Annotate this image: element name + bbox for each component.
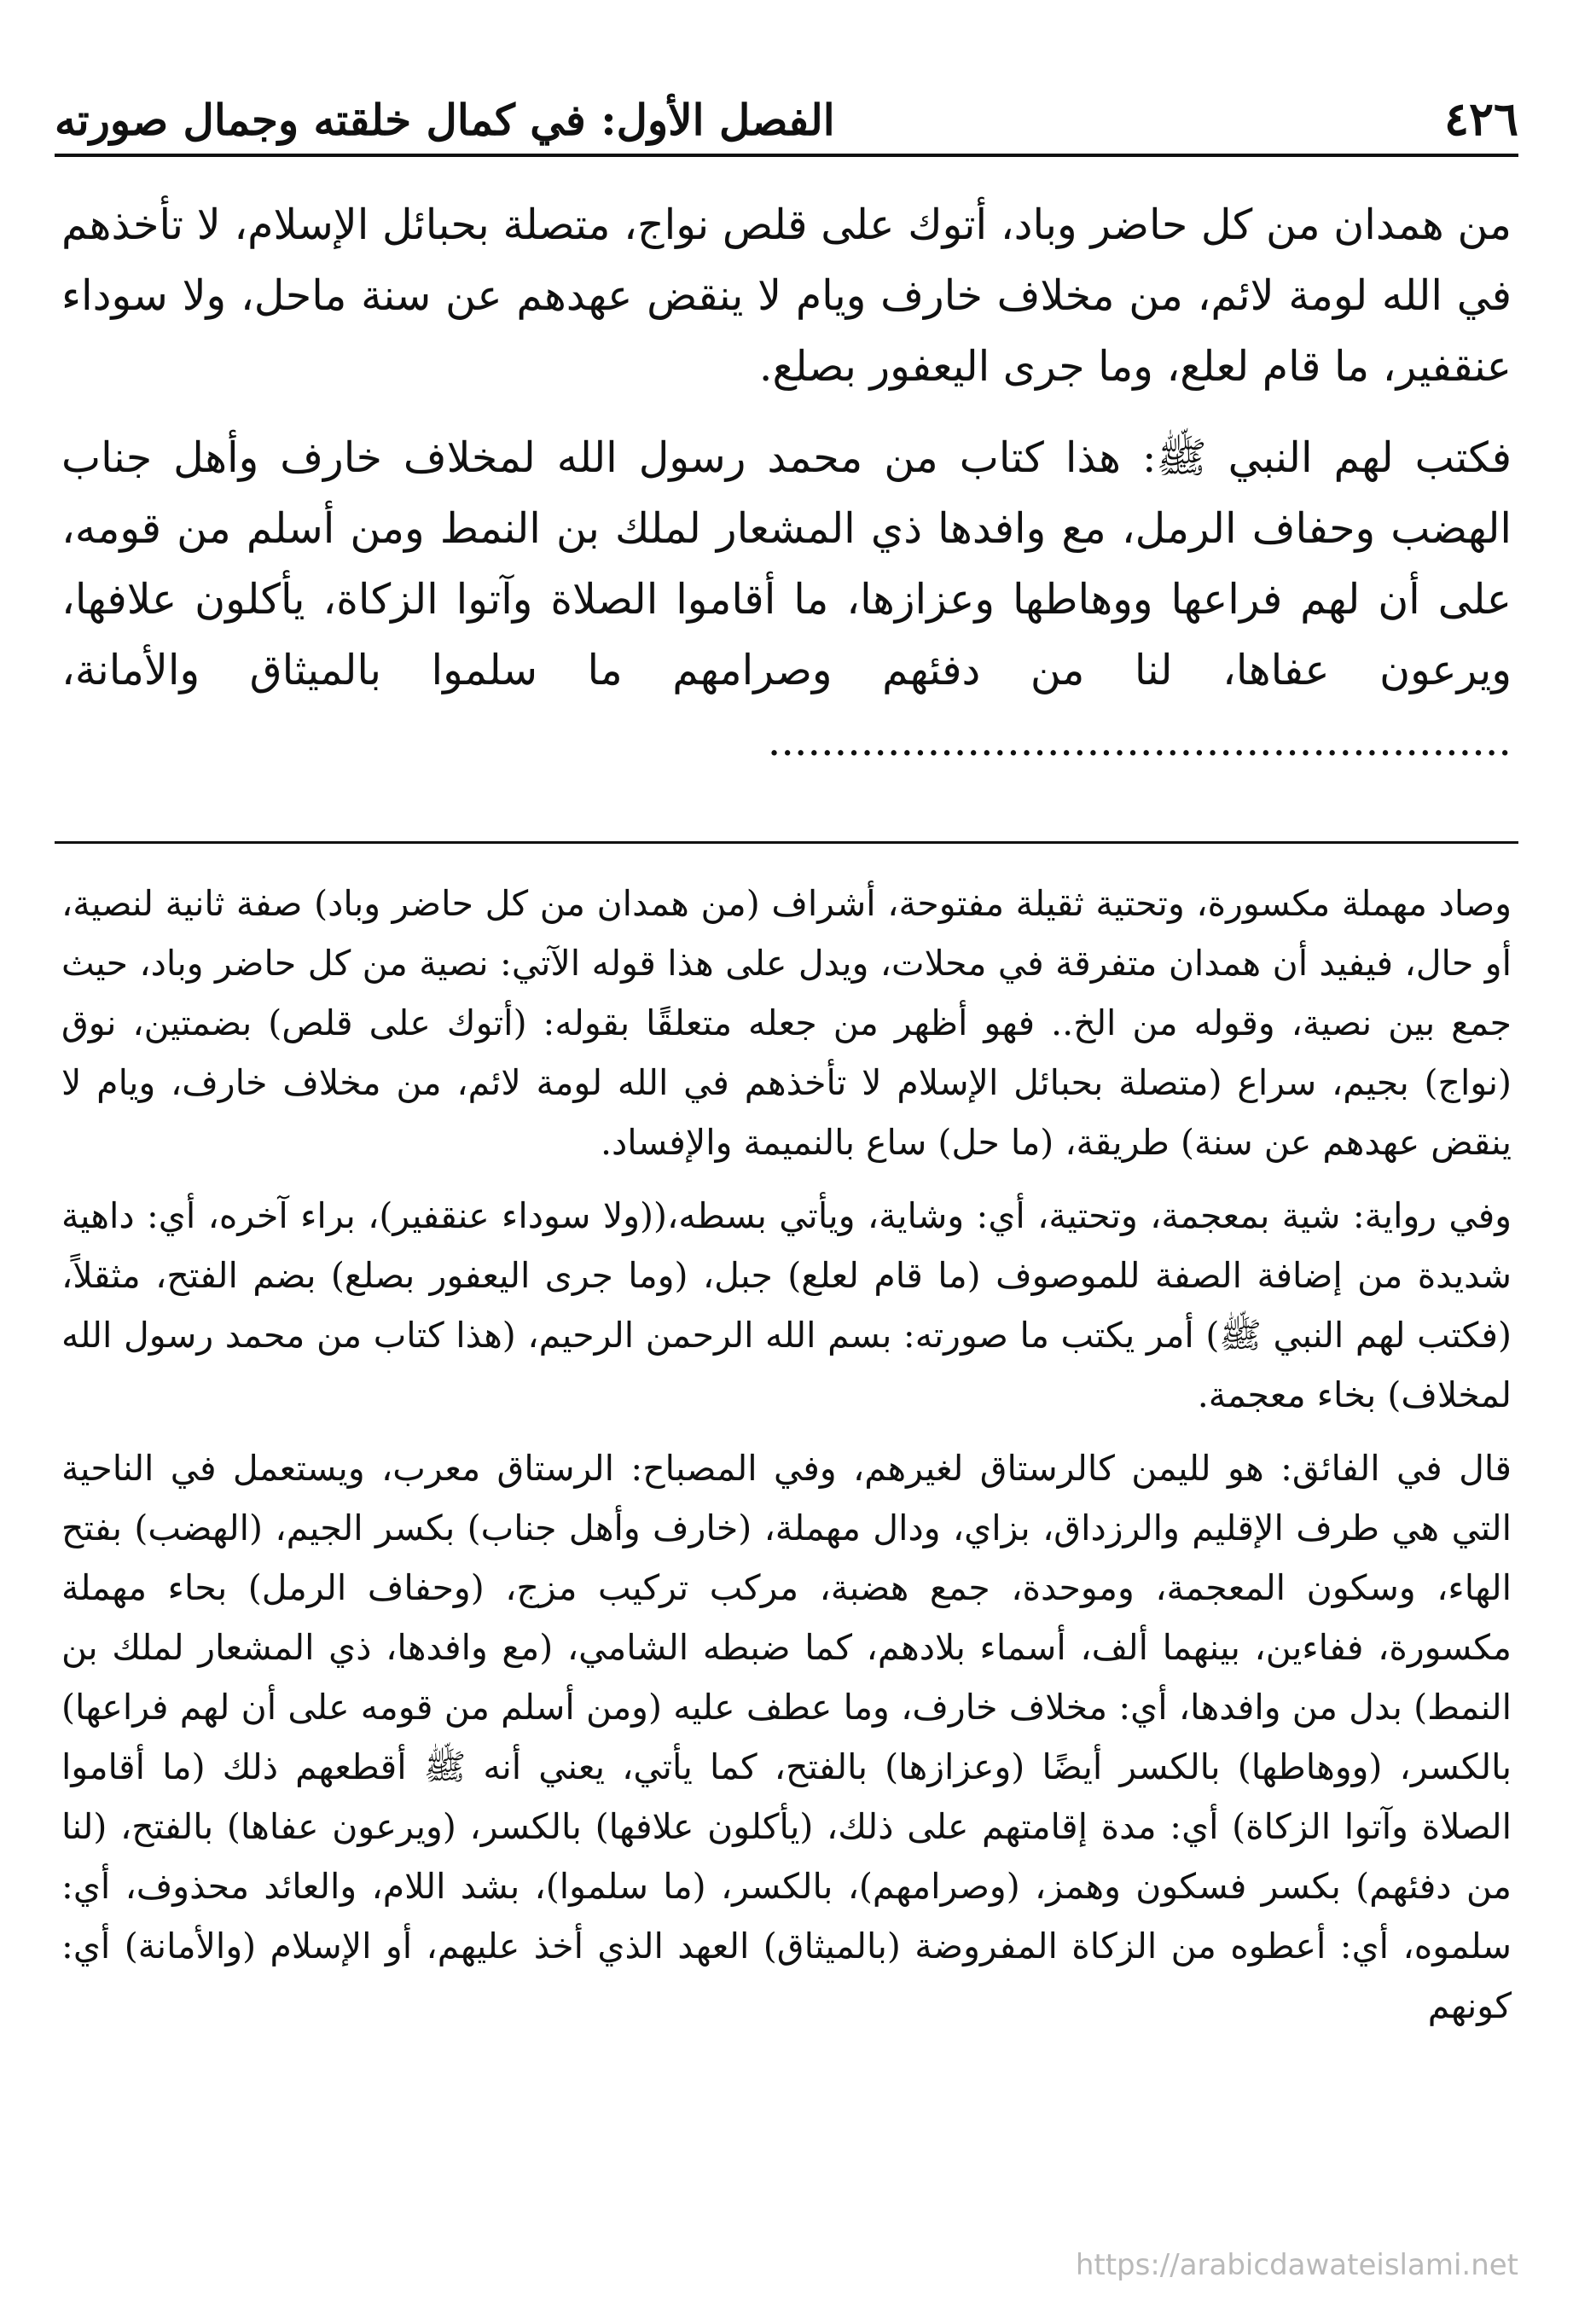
footnote-paragraph-2: وفي رواية: شية بمعجمة، وتحتية، أي: وشاية، ويأتي بسطه،((ولا سوداء عنقفير)، براء آخره، أي: داهية شديدة من إضافة الصفة للموصوف (ما قام لعلع) جبل، (وما جرى اليعفور بصلع) بضم الفتح، مثقلاً، (فكتب لهم النبي ﷺ) أمر يكتب ما صورته: بسم الله الرحمن الرحيم، (هذا كتاب من محمد رسول الله لمخلاف) بخاء معجمة. (61, 1195, 1512, 1415)
main-paragraph-2-text: فكتب لهم النبي ﷺ: هذا كتاب من محمد رسول الله لمخلاف خارف وأهل جناب الهضب وحفاف الرمل، مع وافدها ذي المشعار لملك بن النمط ومن أسلم من قومه، على أن لهم فراعها ووهاطها وعزازها، ما أقاموا الصلاة وآتوا الزكاة، يأكلون علافها، ويرعون عفاها، لنا من دفئهم وصرامهم ما سلموا بالميثاق والأمانة، (61, 433, 1512, 694)
footnotes (61, 874, 1512, 2036)
watermark-url: https://arabicdawateislami.net (1075, 2248, 1518, 2282)
running-title: الفصل الأول: في كمال خلقته وجمال صورته (55, 95, 835, 145)
page-header (55, 82, 1518, 146)
header-rule (55, 154, 1518, 157)
main-paragraph-1: من همدان من كل حاضر وباد، أتوك على قلص نواج، متصلة بحبائل الإسلام، لا تأخذهم في الله لومة لائم، من مخلاف خارف ويام لا ينقض عهدهم عن سنة ماحل، ولا سوداء عنقفير، ما قام لعلع، وما جرى اليعفور بصلع. (61, 200, 1512, 391)
page-number: ٤٢٦ (1443, 91, 1518, 146)
footnote-separator (55, 841, 1518, 844)
ellipsis-dots: ........................................................ (767, 717, 1512, 765)
footnote-paragraph-3: قال في الفائق: هو لليمن كالرستاق لغيرهم، وفي المصباح: الرستاق معرب، ويستعمل في الناحية التي هي طرف الإقليم والرزداق، بزاي، ودال مهملة، (خارف وأهل جناب) بكسر الجيم، (الهضب) بفتح الهاء، وسكون المعجمة، وموحدة، جمع هضبة، مركب تركيب مزج، (وحفاف الرمل) بحاء مهملة مكسورة، ففاءين، بينهما ألف، أسماء بلادهم، كما ضبطه الشامي، (مع وافدها، ذي المشعار لملك بن النمط) بدل من وافدها، أي: مخلاف خارف، وما عطف عليه (ومن أسلم من قومه على أن لهم فراعها) بالكسر، (ووهاطها) بالكسر أيضًا (وعزازها) بالفتح، كما يأتي، يعني أنه ﷺ أقطعهم ذلك (ما أقاموا الصلاة وآتوا الزكاة) أي: مدة إقامتهم على ذلك، (يأكلون علافها) بالكسر، (ويرعون عفاها) بالفتح، (لنا من دفئهم) بكسر فسكون وهمز، (وصرامهم)، بالكسر، (ما سلموا)، بشد اللام، والعائد محذوف، أي: سلموه، أي: أعطوه من الزكاة المفروضة (بالميثاق) العهد الذي أخذ عليهم، أو الإسلام (والأمانة) أي: كونهم (61, 1448, 1512, 2026)
main-paragraph-2 (61, 422, 1512, 776)
main-text (61, 189, 1512, 776)
footnote-paragraph-1: وصاد مهملة مكسورة، وتحتية ثقيلة مفتوحة، أشراف (من همدان من كل حاضر وباد) صفة ثانية لنصية، أو حال، فيفيد أن همدان متفرقة في محلات، ويدل على هذا قوله الآتي: نصية من كل حاضر وباد، حيث جمع بين نصية، وقوله من الخ.. فهو أظهر من جعله متعلقًا بقوله: (أتوك على قلص) بضمتين، نوق (نواج) بجيم، سراع (متصلة بحبائل الإسلام لا تأخذهم في الله لومة لائم، من مخلاف خارف، ويام لا ينقض عهدهم عن سنة) طريقة، (ما حل) ساع بالنميمة والإفساد. (61, 883, 1512, 1163)
